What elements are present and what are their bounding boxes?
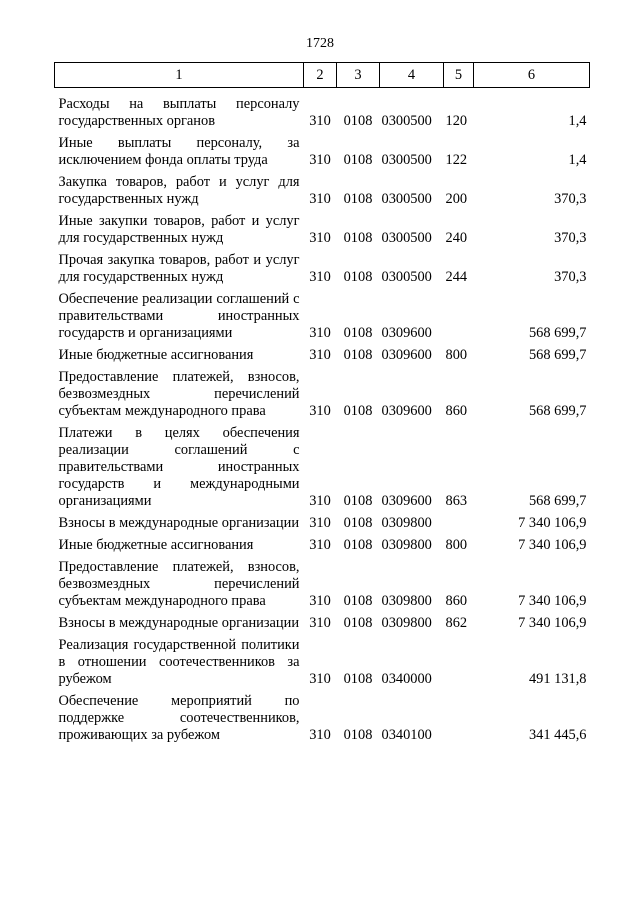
budget-table (54, 62, 590, 744)
row-expense-type: 860 (445, 593, 468, 609)
row-description: Предоставление платежей, взносов, безвозмездных перечислений субъектам международного права (58, 559, 300, 609)
row-description: Закупка товаров, работ и услуг для государственных нужд (58, 174, 300, 207)
row-description: Прочая закупка товаров, работ и услуг для государственных нужд (58, 252, 300, 285)
row-description: Обеспечение реализации соглашений с правительствами иностранных государств и организациями (58, 291, 300, 341)
row-admin-code: 310 (309, 113, 331, 129)
row-amount: 1,4 (568, 152, 587, 168)
row-expense-type: 863 (445, 493, 468, 509)
row-section-code: 0108 (343, 515, 373, 531)
row-section-code: 0108 (343, 325, 373, 341)
row-admin-code: 310 (309, 152, 331, 168)
row-description: Иные бюджетные ассигнования (58, 347, 254, 363)
row-expense-type: 122 (445, 152, 468, 168)
row-expense-type: 800 (445, 347, 468, 363)
row-target-code: 0300500 (381, 152, 432, 168)
table-row (55, 693, 590, 744)
row-amount: 7 340 106,9 (518, 593, 587, 609)
row-admin-code: 310 (309, 537, 331, 553)
header-col-4: 4 (380, 63, 444, 88)
row-description: Платежи в целях обеспечения реализации соглашений с правительствами иностранных государств и международными организациями (58, 425, 300, 509)
row-admin-code: 310 (309, 593, 331, 609)
row-target-code: 0309600 (381, 403, 432, 419)
row-expense-type (444, 693, 474, 744)
row-target-code: 0309800 (381, 515, 432, 531)
row-expense-type: 200 (445, 191, 468, 207)
row-description: Реализация государственной политики в отношении соотечественников за рубежом (58, 637, 300, 687)
row-expense-type: 800 (445, 537, 468, 553)
header-col-1: 1 (55, 63, 304, 88)
row-section-code: 0108 (343, 727, 373, 743)
header-col-5: 5 (444, 63, 474, 88)
header-col-2: 2 (304, 63, 337, 88)
row-description: Расходы на выплаты персоналу государственных органов (58, 96, 300, 129)
header-col-3: 3 (337, 63, 380, 88)
table-row (55, 291, 590, 342)
row-expense-type: 120 (445, 113, 468, 129)
row-description: Иные выплаты персоналу, за исключением фонда оплаты труда (58, 135, 300, 168)
row-amount: 491 131,8 (528, 671, 587, 687)
row-spacer (55, 88, 590, 97)
table-row (55, 515, 590, 532)
row-amount: 568 699,7 (528, 325, 587, 341)
table-row (55, 615, 590, 632)
row-spacer-cell (55, 88, 590, 97)
row-expense-type: 862 (445, 615, 468, 631)
row-target-code: 0309800 (381, 593, 432, 609)
row-section-code: 0108 (343, 230, 373, 246)
table-row (55, 425, 590, 510)
row-admin-code: 310 (309, 269, 331, 285)
row-target-code: 0309600 (381, 325, 432, 341)
row-expense-type (444, 291, 474, 342)
row-description: Обеспечение мероприятий по поддержке соотечественников, проживающих за рубежом (58, 693, 300, 743)
row-amount: 370,3 (554, 191, 587, 207)
row-amount: 370,3 (554, 230, 587, 246)
row-target-code: 0309800 (381, 537, 432, 553)
row-amount: 7 340 106,9 (518, 615, 587, 631)
row-expense-type (444, 637, 474, 688)
row-target-code: 0309600 (381, 493, 432, 509)
row-section-code: 0108 (343, 347, 373, 363)
table-row (55, 559, 590, 610)
row-description: Иные закупки товаров, работ и услуг для государственных нужд (58, 213, 300, 246)
row-target-code: 0309800 (381, 615, 432, 631)
row-section-code: 0108 (343, 593, 373, 609)
row-section-code: 0108 (343, 493, 373, 509)
row-description: Предоставление платежей, взносов, безвозмездных перечислений субъектам международного права (58, 369, 300, 419)
row-section-code: 0108 (343, 403, 373, 419)
row-admin-code: 310 (309, 191, 331, 207)
row-description: Иные бюджетные ассигнования (58, 537, 254, 553)
row-section-code: 0108 (343, 191, 373, 207)
row-admin-code: 310 (309, 325, 331, 341)
row-target-code: 0340000 (381, 671, 432, 687)
row-admin-code: 310 (309, 347, 331, 363)
table-row (55, 369, 590, 420)
row-admin-code: 310 (309, 403, 331, 419)
row-target-code: 0300500 (381, 230, 432, 246)
row-section-code: 0108 (343, 113, 373, 129)
row-target-code: 0309600 (381, 347, 432, 363)
row-admin-code: 310 (309, 493, 331, 509)
row-expense-type (444, 515, 474, 532)
row-amount: 568 699,7 (528, 493, 587, 509)
table-row (55, 537, 590, 554)
row-expense-type: 244 (445, 269, 468, 285)
row-admin-code: 310 (309, 727, 331, 743)
row-target-code: 0340100 (381, 727, 432, 743)
row-target-code: 0300500 (381, 191, 432, 207)
row-section-code: 0108 (343, 152, 373, 168)
row-admin-code: 310 (309, 230, 331, 246)
row-section-code: 0108 (343, 537, 373, 553)
table-row (55, 135, 590, 169)
row-description: Взносы в международные организации (58, 615, 300, 631)
row-expense-type: 860 (445, 403, 468, 419)
row-amount: 568 699,7 (528, 347, 587, 363)
page-number: 1728 (306, 36, 334, 51)
row-target-code: 0300500 (381, 269, 432, 285)
row-amount: 568 699,7 (528, 403, 587, 419)
row-amount: 7 340 106,9 (518, 515, 587, 531)
table-row (55, 174, 590, 208)
row-section-code: 0108 (343, 269, 373, 285)
header-col-6: 6 (474, 63, 590, 88)
row-expense-type: 240 (445, 230, 468, 246)
row-admin-code: 310 (309, 615, 331, 631)
table-row (55, 637, 590, 688)
row-amount: 1,4 (568, 113, 587, 129)
table-row (55, 96, 590, 130)
table-row (55, 252, 590, 286)
table-row (55, 213, 590, 247)
table-row (55, 347, 590, 364)
row-description: Взносы в международные организации (58, 515, 300, 531)
row-amount: 370,3 (554, 269, 587, 285)
row-admin-code: 310 (309, 671, 331, 687)
row-amount: 7 340 106,9 (518, 537, 587, 553)
table-header-row (55, 63, 590, 88)
row-section-code: 0108 (343, 615, 373, 631)
row-admin-code: 310 (309, 515, 331, 531)
row-amount: 341 445,6 (528, 727, 587, 743)
row-section-code: 0108 (343, 671, 373, 687)
row-target-code: 0300500 (381, 113, 432, 129)
